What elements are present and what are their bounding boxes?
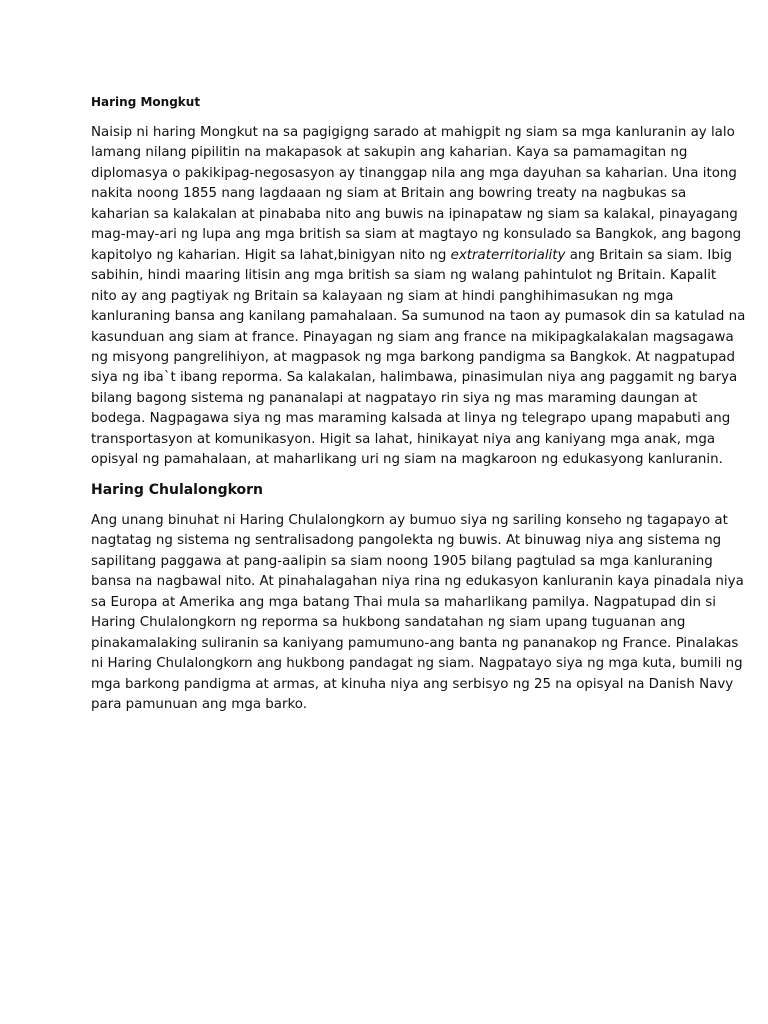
text-segment: kapitolyo ng kaharian. Higit sa lahat,binigyan nito ng [91,247,451,263]
text-line: mag-may-ari ng lupa ang mga british sa siam at magtayo ng konsulado sa Bangkok, ang bagong [91,227,742,243]
text-line [91,246,733,266]
text-line: pinakamalaking suliranin sa kaniyang pamumuno-ang banta ng pananakop ng France. Pinalakas [91,635,739,651]
text-line: Naisip ni haring Mongkut na sa pagigigng sarado at mahigpit ng siam sa mga kanluranin ay lalo [91,125,735,140]
text-line: Ang unang binuhat ni Haring Chulalongkorn ay bumuo siya ng sariling konseho ng tagapayo at [91,513,728,528]
text-line: kaharian sa kalakalan at pinababa nito ang buwis na ipinapataw ng siam sa kalakal, pinayagang [91,206,738,222]
text-line: transportasyon at komunikasyon. Higit sa lahat, hinikayat niya ang kaniyang mga anak, mga [91,431,716,447]
text-line: sabihin, hindi maaring litisin ang mga british sa siam ng walang pahintulot ng Britain. Kapalit [91,268,717,284]
section-heading-chulalongkorn: Haring Chulalongkorn [91,482,264,498]
text-segment: ang Britain sa siam. Ibig [565,247,733,263]
text-line: diplomasya o pakikipag-negosasyon ay tinanggap nila ang mga dayuhan sa kaharian. Una itong [91,165,737,181]
italic-term: extraterritoriality [450,247,566,263]
text-line: ni Haring Chulalongkorn ang hukbong pandagat ng siam. Nagpatayo siya ng mga kuta, bumili ng [91,656,743,672]
section-heading-mongkut: Haring Mongkut [91,95,201,109]
text-line: bilang bagong sistema ng pananalapi at nagpatayo rin siya ng mas maraming daungan at [91,390,698,406]
paragraph-chulalongkorn [91,511,744,716]
text-line: kanluraning bansa ang kanilang pamahalaan. Sa sumunod na taon ay pumasok din sa katulad na [91,309,746,325]
text-line: sa Europa at Amerika ang mga batang Thai mula sa maharlikang pamilya. Nagpatupad din si [91,594,716,610]
text-line: siya ng iba`t ibang reporma. Sa kalakalan, halimbawa, pinasimulan niya ang paggamit ng barya [91,370,738,386]
text-line: opisyal ng pamahalaan, at maharlikang uri ng siam na magkaroon ng edukasyong kanluranin. [91,452,723,468]
text-line: sapilitang paggawa at pang-aalipin sa siam noong 1905 bilang pagtulad sa mga kanluraning [91,553,713,569]
text-line: mga barkong pandigma at armas, at kinuha niya ang serbisyo ng 25 na opisyal na Danish Navy [91,676,734,692]
text-line: kasunduan ang siam at france. Pinayagan ng siam ang france na mikipagkalakalan magsagawa [91,329,734,345]
text-line: nito ay ang pagtiyak ng Britain sa kalayaan ng siam at hindi panghihimasukan ng mga [91,288,674,304]
paragraph-mongkut [91,123,746,471]
text-line: para pamunuan ang mga barko. [91,697,307,713]
text-line: lamang nilang pipilitin na makapasok at sakupin ang kaharian. Kaya sa pamamagitan ng [91,145,688,161]
text-line: nakita noong 1855 nang lagdaaan ng siam at Britain ang bowring treaty na nagbukas sa [91,186,687,202]
text-line: ng misyong pangrelihiyon, at magpasok ng mga barkong pandigma sa Bangkok. At nagpatupad [91,349,736,365]
text-line: Haring Chulalongkorn ng reporma sa hukbong sandatahan ng siam upang tuguanan ang [91,615,686,631]
text-line: nagtatag ng sistema ng sentralisadong pangolekta ng buwis. At binuwag niya ang sistema ng [91,533,722,549]
text-line: bodega. Nagpagawa siya ng mas maraming kalsada at linya ng telegrapo upang mapabuti ang [91,411,731,427]
text-line: bansa na nagbawal nito. At pinahalagahan niya rina ng edukasyon kanluranin kaya pinadala niya [91,574,744,590]
